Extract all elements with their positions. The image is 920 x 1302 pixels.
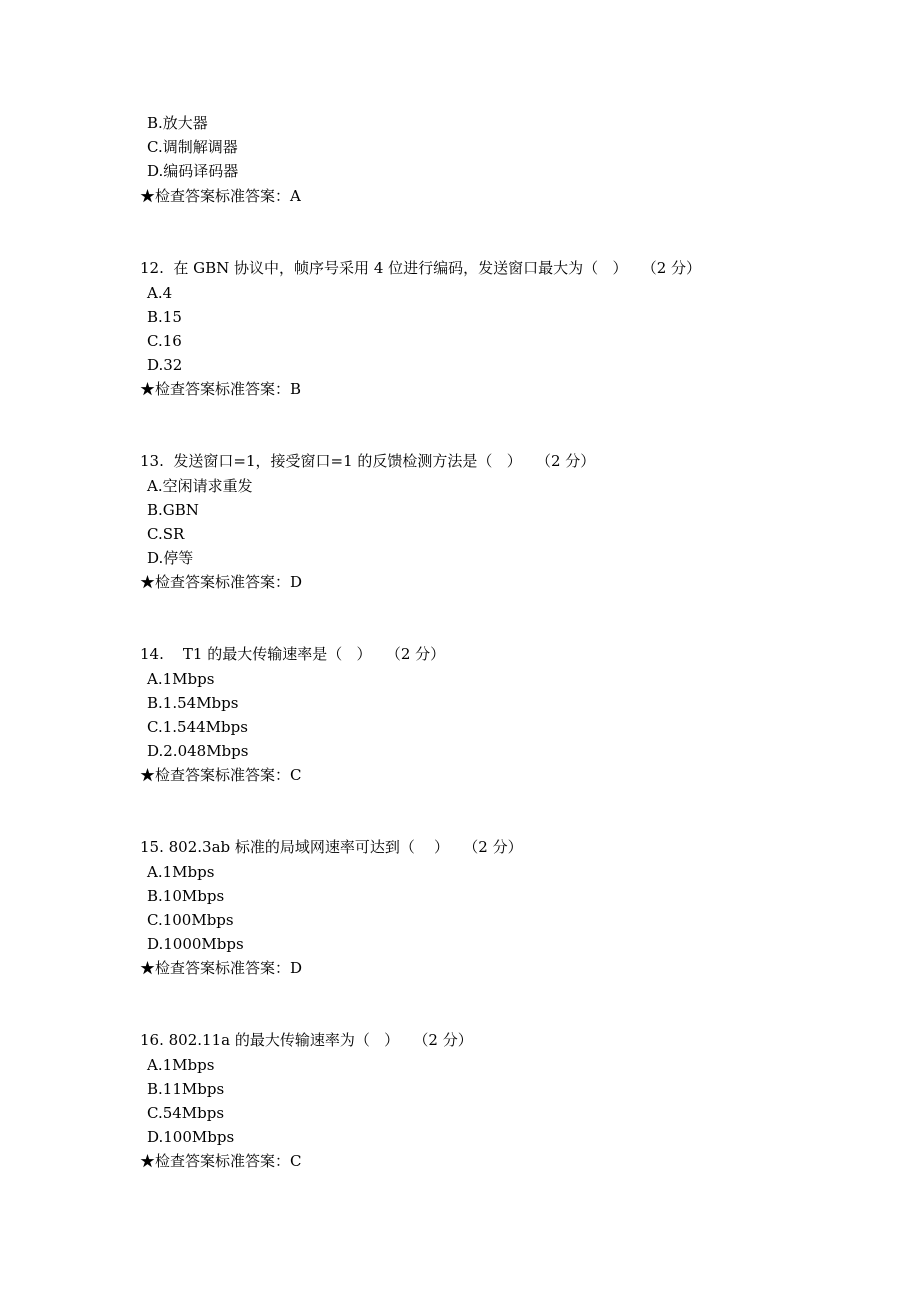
option-c: C.54Mbps — [147, 1104, 225, 1122]
question-stem: 15. 802.3ab 标准的局域网速率可达到（ ） （2 分） — [140, 838, 523, 856]
option-a: A.空闲请求重发 — [147, 477, 253, 495]
option-d: D.停等 — [147, 549, 194, 567]
question-stem: 16. 802.11a 的最大传输速率为（ ） （2 分） — [140, 1031, 473, 1049]
option-c: C.100Mbps — [147, 911, 234, 929]
option-b: B.放大器 — [147, 114, 208, 132]
option-c: C.1.544Mbps — [147, 718, 248, 736]
option-d: D.100Mbps — [147, 1128, 235, 1146]
answer-line: ★检查答案标准答案：D — [140, 959, 303, 977]
answer-line: ★检查答案标准答案：A — [140, 187, 301, 205]
option-a: A.1Mbps — [147, 863, 215, 881]
option-d: D.1000Mbps — [147, 935, 244, 953]
answer-line: ★检查答案标准答案：C — [140, 1152, 302, 1170]
answer-line: ★检查答案标准答案：B — [140, 380, 302, 398]
option-b: B.1.54Mbps — [147, 694, 239, 712]
option-c: C.SR — [147, 525, 185, 543]
answer-line: ★检查答案标准答案：D — [140, 573, 303, 591]
question-stem: 12. 在 GBN 协议中，帧序号采用 4 位进行编码，发送窗口最大为（ ） （2 分） — [140, 259, 702, 277]
option-d: D.编码译码器 — [147, 162, 239, 180]
option-b: B.10Mbps — [147, 887, 225, 905]
option-b: B.11Mbps — [147, 1080, 225, 1098]
option-b: B.GBN — [147, 501, 199, 519]
answer-line: ★检查答案标准答案：C — [140, 766, 302, 784]
option-a: A.4 — [147, 284, 173, 302]
option-a: A.1Mbps — [147, 670, 215, 688]
option-d: D.32 — [147, 356, 183, 374]
option-c: C.调制解调器 — [147, 138, 238, 156]
option-b: B.15 — [147, 308, 182, 326]
option-a: A.1Mbps — [147, 1056, 215, 1074]
question-stem: 13. 发送窗口=1，接受窗口=1 的反馈检测方法是（ ） （2 分） — [140, 452, 596, 470]
question-stem: 14. T1 的最大传输速率是（ ） （2 分） — [140, 645, 446, 663]
option-d: D.2.048Mbps — [147, 742, 249, 760]
option-c: C.16 — [147, 332, 182, 350]
